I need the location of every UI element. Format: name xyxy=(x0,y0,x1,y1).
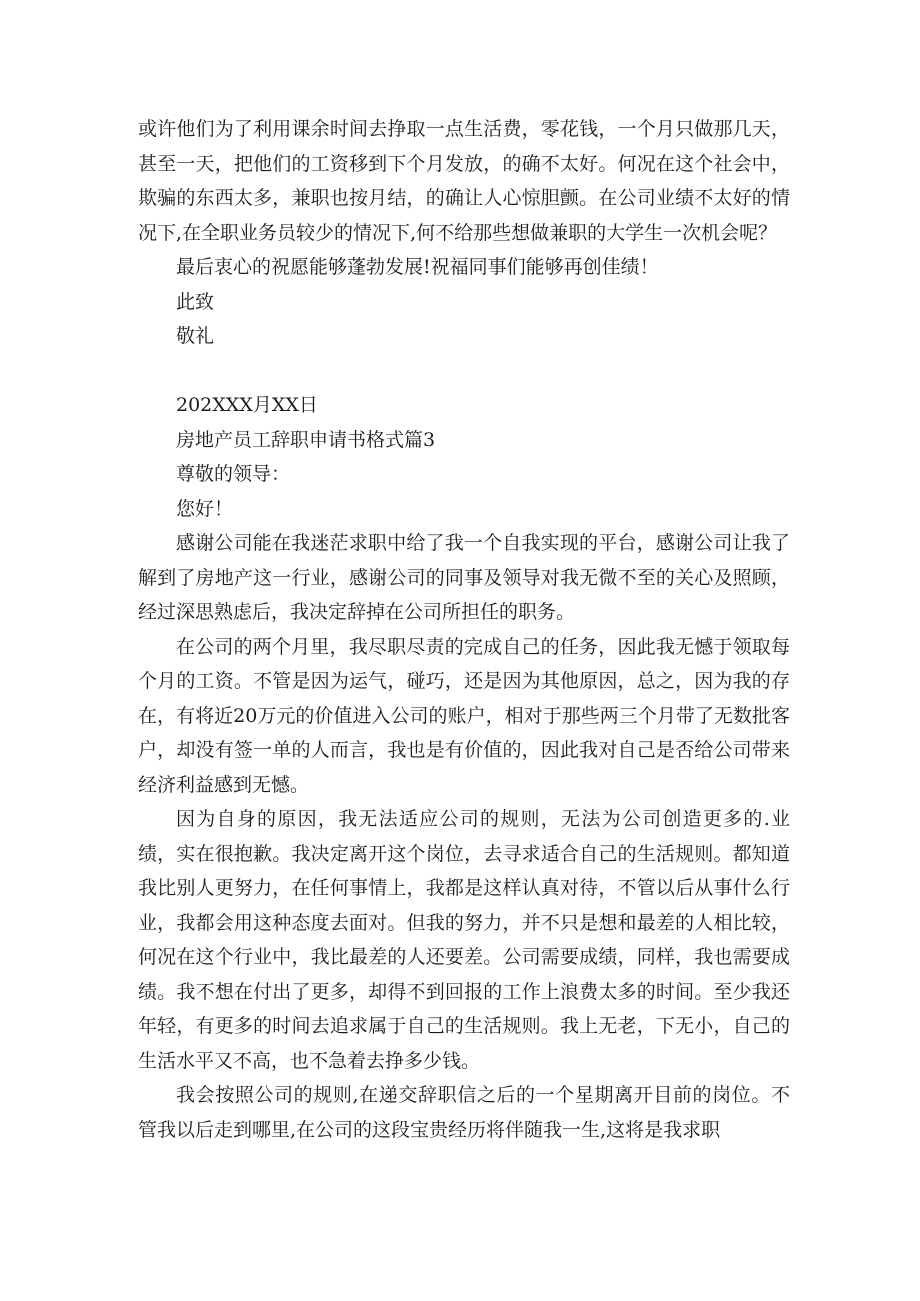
paragraph-part-time-students: 或许他们为了利用课余时间去挣取一点生活费，零花钱，一个月只做那几天，甚至一天，把他们的工资移到下个月发放，的确不太好。何况在这个社会中，欺骗的东西太多，兼职也按月结，的确让人心惊胆颤。在公司业绩不太好的情况下,在全职业务员较少的情况下,何不给那些想做兼职的大学生一次机会呢？ xyxy=(138,118,790,244)
blank-line xyxy=(138,354,790,389)
closing-salutation-2: 敬礼 xyxy=(176,325,215,347)
letter-date: 202XXX月XX日 xyxy=(176,394,318,416)
paragraph-reasons: 因为自身的原因，我无法适应公司的规则，无法为公司创造更多的.业绩，实在很抱歉。我决定离开这个岗位，去寻求适合自己的生活规则。都知道我比别人更努力，在任何事情上，我都是这样认真对待，不管以后从事什么行业，我都会用这种态度去面对。但我的努力，并不只是想和最差的人相比较，何况在这个行业中，我比最差的人还要差。公司需要成绩，同样，我也需要成绩。我不想在付出了更多，却得不到回报的工作上浪费太多的时间。至少我还年轻，有更多的时间去追求属于自己的生活规则。我上无老，下无小，自己的生活水平又不高，也不急着去挣多少钱。 xyxy=(138,808,790,1072)
document-body xyxy=(138,112,790,1147)
paragraph-leave-plan: 我会按照公司的规则,在递交辞职信之后的一个星期离开目前的岗位。不管我以后走到哪里,在公司的这段宝贵经历将伴随我一生,这将是我求职 xyxy=(138,1084,790,1141)
paragraph-best-wishes: 最后衷心的祝愿能够蓬勃发展!祝福同事们能够再创佳绩！ xyxy=(176,256,659,278)
closing-salutation-1: 此致 xyxy=(176,290,215,313)
paragraph-thanks: 感谢公司能在我迷茫求职中给了我一个自我实现的平台，感谢公司让我了解到了房地产这一行业，感谢公司的同事及领导对我无微不至的关心及照顾，经过深思熟虑后，我决定辞掉在公司所担任的职务。 xyxy=(138,532,790,623)
greeting-addressee: 尊敬的领导： xyxy=(176,463,291,485)
greeting-hello: 您好！ xyxy=(176,497,234,520)
section-title: 房地产员工辞职申请书格式篇3 xyxy=(176,428,436,451)
paragraph-two-months: 在公司的两个月里，我尽职尽责的完成自己的任务，因此我无憾于领取每个月的工资。不管是因为运气，碰巧，还是因为其他原因，总之，因为我的存在，有将近20万元的价值进入公司的账户，相对于那些两三个月带了无数批客户，却没有签一单的人而言，我也是有价值的，因此我对自己是否给公司带来经济利益感到无憾。 xyxy=(138,635,790,796)
